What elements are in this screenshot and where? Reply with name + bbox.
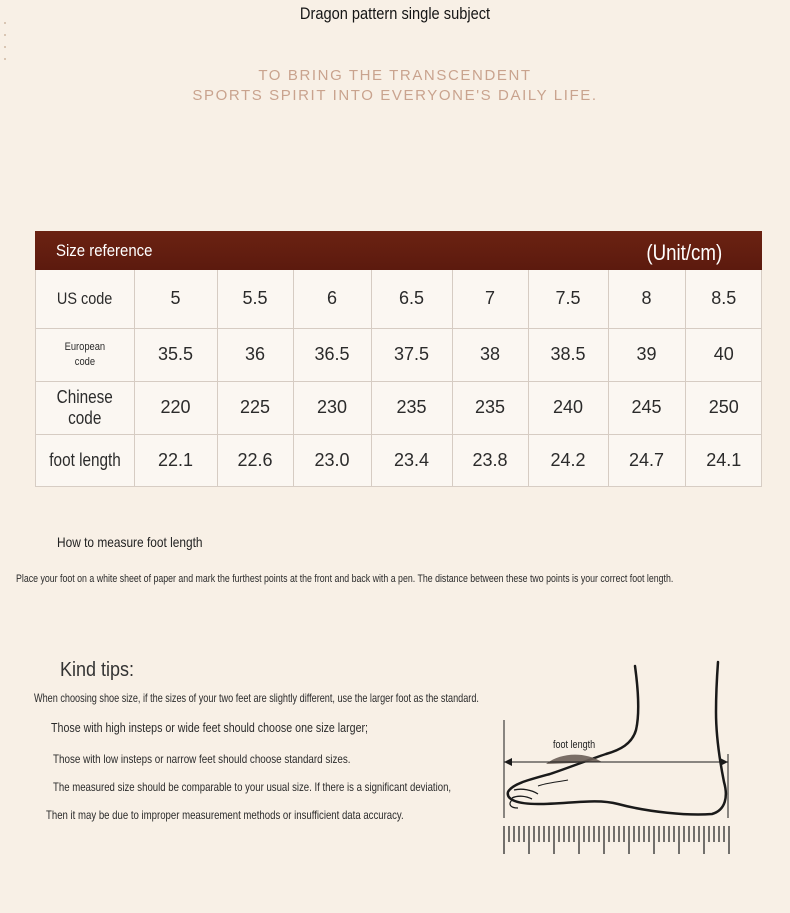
foot-length-label: foot length [553, 739, 596, 751]
row-label-foot-length: foot length [36, 434, 134, 486]
table-cell: 35.5 [134, 328, 217, 381]
table-cell: 23.4 [371, 434, 452, 486]
table-cell: 245 [608, 381, 685, 434]
table-cell: 250 [685, 381, 762, 434]
table-cell: 225 [217, 381, 293, 434]
table-cell: 23.8 [452, 434, 528, 486]
size-reference-title: Size reference [56, 241, 153, 260]
table-cell: 38.5 [528, 328, 608, 381]
table-cell: 5.5 [217, 270, 293, 328]
size-table [35, 231, 762, 487]
table-cell: 8 [608, 270, 685, 328]
decorative-dots [4, 22, 7, 70]
table-row-us [36, 270, 762, 328]
unit-label: (Unit/cm) [646, 240, 722, 265]
row-label-chinese: Chinese code [36, 381, 134, 434]
tip-item: The measured size should be comparable to your usual size. If there is a significant deviation, [53, 780, 452, 794]
tips-heading: Kind tips: [60, 659, 135, 681]
table-cell: 38 [452, 328, 528, 381]
size-table-header [35, 231, 762, 270]
page-title: Dragon pattern single subject [299, 4, 491, 23]
size-grid [36, 270, 762, 486]
slogan-line-2: SPORTS SPIRIT INTO EVERYONE'S DAILY LIFE. [192, 87, 598, 104]
table-cell: 24.1 [706, 449, 742, 470]
slogan-line-1: TO BRING THE TRANSCENDENT [258, 67, 532, 84]
foot-measure-illustration [498, 658, 738, 858]
measure-heading: How to measure foot length [57, 534, 203, 550]
table-cell: 235 [371, 381, 452, 434]
table-cell: 7.5 [528, 270, 608, 328]
table-cell: 240 [528, 381, 608, 434]
table-cell: 7 [452, 270, 528, 328]
table-cell: 24.2 [528, 434, 608, 486]
table-cell: 220 [134, 381, 217, 434]
table-cell: 37.5 [371, 328, 452, 381]
table-cell: 22.1 [134, 434, 217, 486]
tip-item: Those with high insteps or wide feet should choose one size larger; [51, 720, 369, 735]
table-cell: 230 [293, 381, 371, 434]
table-row-european [36, 328, 762, 381]
table-cell: 8.5 [685, 270, 762, 328]
table-cell: 6 [293, 270, 371, 328]
table-cell: 23.0 [293, 434, 371, 486]
table-cell: 24.7 [608, 434, 685, 486]
table-cell: 36.5 [293, 328, 371, 381]
tip-item: Those with low insteps or narrow feet should choose standard sizes. [53, 752, 351, 766]
row-label-european: European code [36, 328, 134, 381]
tip-item: When choosing shoe size, if the sizes of your two feet are slightly different, use the larger foot as the standard. [34, 691, 479, 705]
table-row-foot-length [36, 434, 762, 486]
table-cell: 39 [608, 328, 685, 381]
row-label-us: US code [36, 270, 134, 328]
table-cell: 235 [452, 381, 528, 434]
table-cell: 40 [685, 328, 762, 381]
table-cell: 6.5 [371, 270, 452, 328]
measure-instruction: Place your foot on a white sheet of paper and mark the furthest points at the front and back with a pen. The distance between these two points is your correct foot length. [16, 573, 674, 585]
foot-illustration-icon [498, 658, 738, 858]
table-cell: 22.6 [217, 434, 293, 486]
table-cell: 36 [217, 328, 293, 381]
tip-item: Then it may be due to improper measurement methods or insufficient data accuracy. [46, 808, 404, 822]
table-cell: 5 [134, 270, 217, 328]
table-row-chinese [36, 381, 762, 434]
